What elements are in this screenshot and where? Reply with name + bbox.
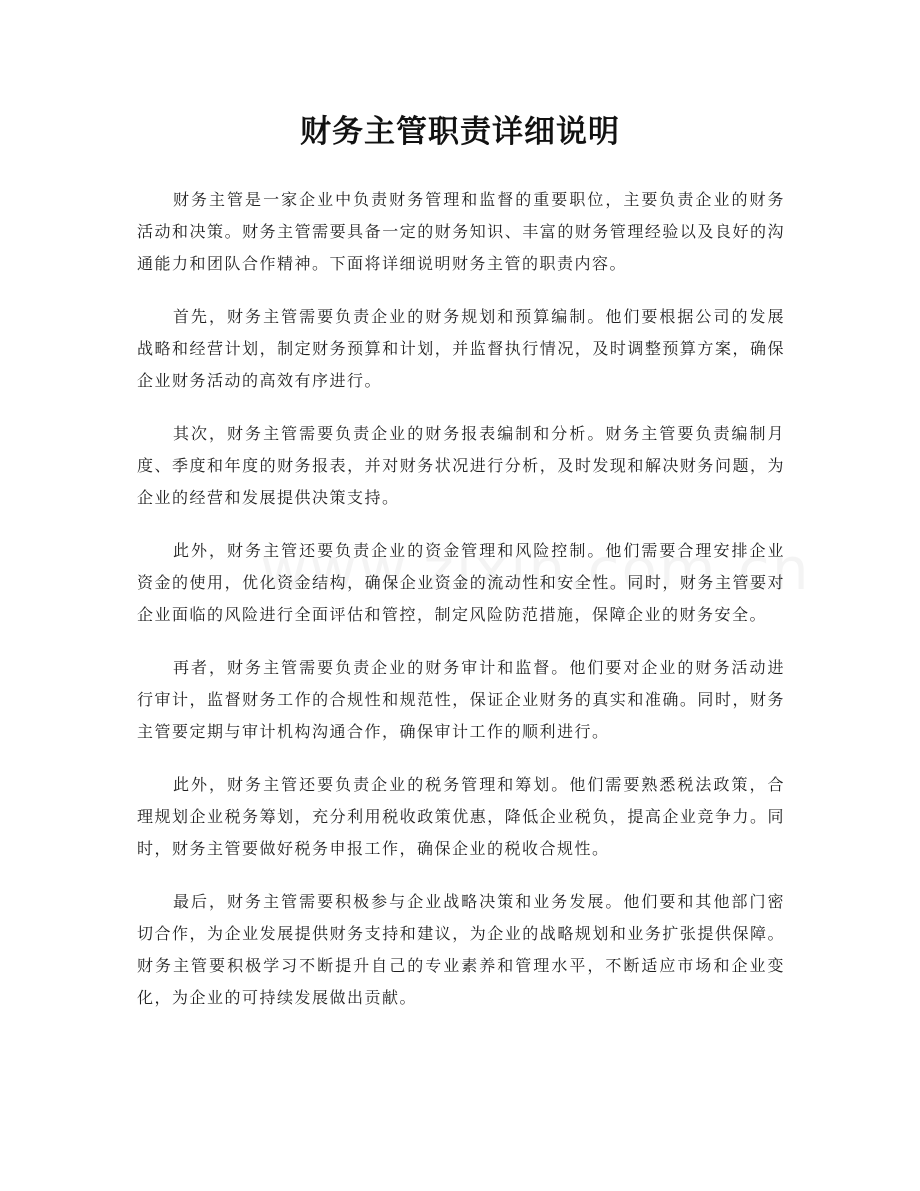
paragraph-6: 此外，财务主管还要负责企业的税务管理和筹划。他们需要熟悉税法政策，合理规划企业税务筹划，充分利用税收政策优惠，降低企业税负，提高企业竞争力。同时，财务主管要做好税务申报工作，确保企业的税收合规性。 <box>137 775 785 858</box>
document-title: 财务主管职责详细说明 <box>300 114 620 150</box>
paragraph-5: 再者，财务主管需要负责企业的财务审计和监督。他们要对企业的财务活动进行审计，监督财务工作的合规性和规范性，保证企业财务的真实和准确。同时，财务主管要定期与审计机构沟通合作，确保审计工作的顺利进行。 <box>137 658 785 741</box>
paragraph-2: 首先，财务主管需要负责企业的财务规划和预算编制。他们要根据公司的发展战略和经营计划，制定财务预算和计划，并监督执行情况，及时调整预算方案，确保企业财务活动的高效有序进行。 <box>137 307 785 390</box>
paragraph-3: 其次，财务主管需要负责企业的财务报表编制和分析。财务主管要负责编制月度、季度和年度的财务报表，并对财务状况进行分析，及时发现和解决财务问题，为企业的经营和发展提供决策支持。 <box>137 424 785 507</box>
document-body <box>137 184 785 1035</box>
paragraph-4: 此外，财务主管还要负责企业的资金管理和风险控制。他们需要合理安排企业资金的使用，优化资金结构，确保企业资金的流动性和安全性。同时，财务主管要对企业面临的风险进行全面评估和管控，制定风险防范措施，保障企业的财务安全。 <box>137 541 785 624</box>
paragraph-7: 最后，财务主管需要积极参与企业战略决策和业务发展。他们要和其他部门密切合作，为企业发展提供财务支持和建议，为企业的战略规划和业务扩张提供保障。财务主管要积极学习不断提升自己的专业素养和管理水平，不断适应市场和企业变化，为企业的可持续发展做出贡献。 <box>137 892 785 1007</box>
paragraph-1: 财务主管是一家企业中负责财务管理和监督的重要职位，主要负责企业的财务活动和决策。财务主管需要具备一定的财务知识、丰富的财务管理经验以及良好的沟通能力和团队合作精神。下面将详细说明财务主管的职责内容。 <box>137 190 785 273</box>
